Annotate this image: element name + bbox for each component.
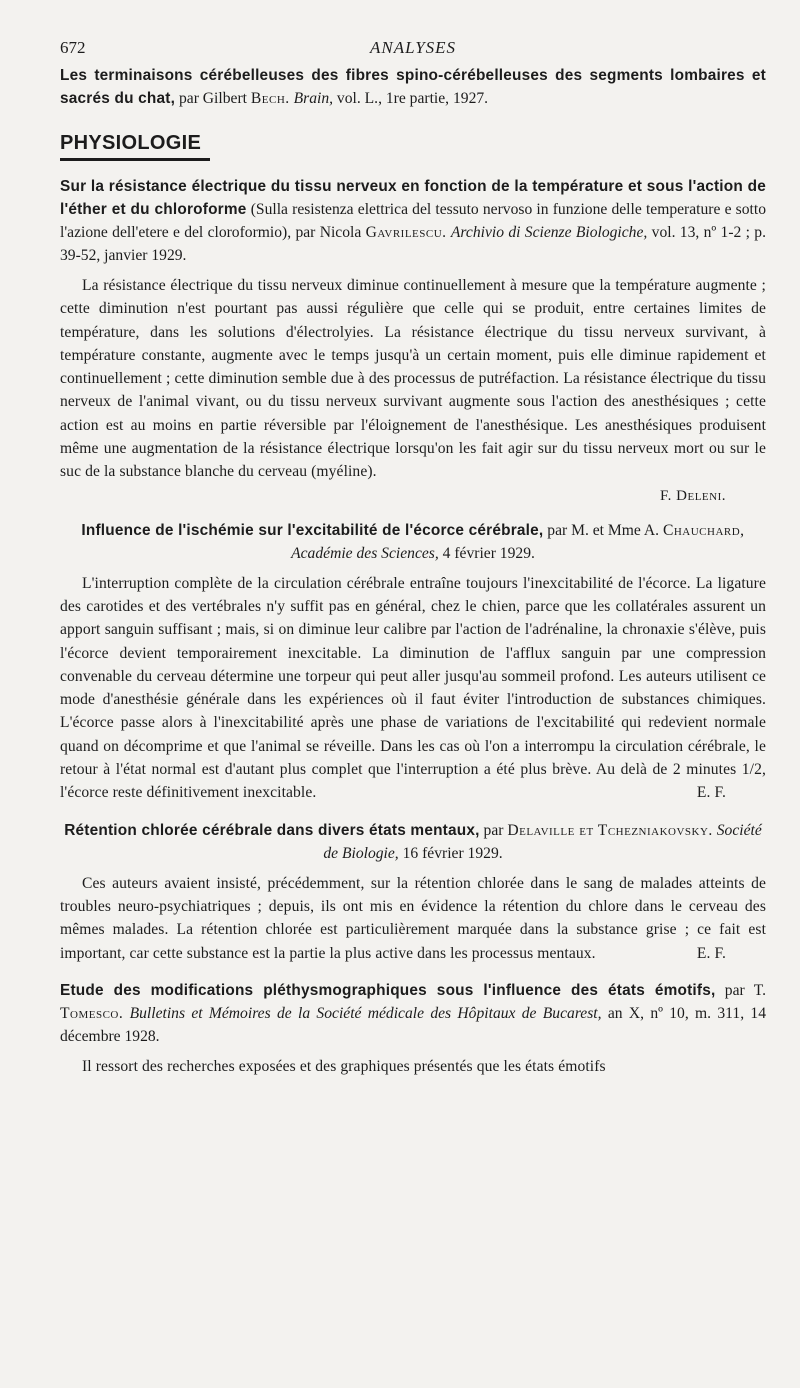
article-citation <box>60 175 766 267</box>
article-original-title: (Sulla resistenza elettrica del tessuto nervoso in funzione delle temperature e sotto l'azione dell'etere e del cloroformio), <box>60 201 766 241</box>
article-author: Tomesco. <box>60 1004 124 1022</box>
article-body-text: Ces auteurs avaient insisté, précédemment, sur la rétention chlorée dans le sang de malades atteints de troubles neuro-psychiatriques ; depuis, ils ont mis en évidence la rétention du chlore dans le cerveau des mêmes malades. La rétention chlorée est particulièrement marquée dans la substance grise ; ce fait est important, car cette substance est la partie la plus active dans les processus mentaux. <box>60 874 766 962</box>
section-rule <box>60 158 210 161</box>
running-title: ANALYSES <box>369 38 457 57</box>
article-journal: Société de Biologie, <box>323 821 762 862</box>
article-author: Gavrilescu. <box>365 224 447 241</box>
entry-by: par Gilbert <box>178 90 247 107</box>
running-header <box>60 38 766 64</box>
entry-details: vol. L., 1re partie, 1927. <box>336 90 489 107</box>
article-title: Influence de l'ischémie sur l'excitabilité de l'écorce cérébrale, <box>81 521 544 539</box>
page-number: 672 <box>60 38 86 57</box>
article-signature: F. Deleni. <box>660 487 726 504</box>
article-details: an X, nº 10, m. 311, 14 décembre 1928. <box>60 1004 766 1045</box>
article-by: par M. et Mme A. <box>547 521 660 539</box>
article-by: par Nicola <box>295 224 362 241</box>
article-author: Chauchard, <box>662 521 745 539</box>
entry-title: Les terminaisons cérébelleuses des fibres spino-cérébelleuses des segments lombaires et sacrés du chat, <box>60 67 766 107</box>
article-title: Etude des modifications pléthysmographiques sous l'influence des états émotifs, <box>60 981 716 999</box>
article-details: 16 février 1929. <box>402 844 503 862</box>
top-entry <box>60 64 766 110</box>
entry-journal: Brain, <box>293 90 334 107</box>
article-signature: E. F. <box>696 944 726 962</box>
article-details: 4 février 1929. <box>442 544 535 562</box>
article-title: Sur la résistance électrique du tissu nerveux en fonction de la température et sous l'action de l'éther et du chloroforme <box>60 178 766 218</box>
article-body-text: L'interruption complète de la circulation cérébrale entraîne toujours l'inexcitabilité de l'écorce. La ligature des carotides et des vertébrales n'y suffit pas en général, chez le chien, parce que les collatérales assurent un apport sanguin suffisant ; mais, si on diminue leur calibre par l'action de l'adrénaline, la chronaxie s'élève, puis l'écorce devient temporairement inexcitable. La diminution de l'afflux sanguin par une compression convenable du cerveau détermine une torpeur qui peut aller jusqu'au sommeil profond. Les auteurs utilisent ce mode d'anesthésie générale dans les expériences où il faut éviter l'introduction de substances chimiques. L'écorce passe alors à l'inexcitabilité après une phase de variations de l'excitabilité qui redevient normale quand on décomprime et que l'animal se réveille. Dans les cas où l'on a interrompu la circulation cérébrale, le retour à l'état normal est d'autant plus complet que l'interruption a été plus brève. Au delà de 2 minutes 1/2, l'écorce reste définitivement inexcitable. <box>60 574 766 802</box>
entry-author: Bech. <box>250 90 290 107</box>
section-heading <box>60 132 766 161</box>
journal-page <box>60 38 766 1078</box>
article-author: Delaville et Tchezniakovsky. <box>507 821 713 839</box>
article-by: par T. <box>724 981 767 999</box>
article-citation <box>60 519 766 565</box>
article-journal: Académie des Sciences, <box>291 544 439 562</box>
article-title: Rétention chlorée cérébrale dans divers états mentaux, <box>64 821 480 839</box>
section-title: PHYSIOLOGIE <box>60 132 202 154</box>
article-journal: Bulletins et Mémoires de la Société médicale des Hôpitaux de Bucarest, <box>129 1004 602 1022</box>
article-3 <box>60 819 766 965</box>
article-citation <box>60 819 766 865</box>
article-1 <box>60 175 766 505</box>
article-body: La résistance électrique du tissu nerveux diminue continuellement à mesure que la température augmente ; cette diminution n'est pourtant pas aussi régulière que celle qui se produit, entre certaines limites de température, dans les solutions d'électrolyies. La résistance électrique du tissu nerveux survivant, à température constante, augmente avec le temps jusqu'à un certain moment, puis elle diminue rapidement et continuellement ; cette diminution semble due à des processus de putréfaction. La résistance électrique du tissu nerveux de l'animal vivant, ou du tissu nerveux survivant augmente sous l'action des anesthésiques ; cette action est au moins en partie réversible par l'éloignement de l'anesthésique. Les anesthésiques produisent même une augmentation de la résistance électrique lorsqu'on les fait agir sur du tissu nerveux mort ou sur le suc de la substance blanche du cerveau (myéline). <box>60 277 766 481</box>
article-2 <box>60 519 766 805</box>
article-body <box>60 872 766 965</box>
article-4 <box>60 979 766 1078</box>
article-details: vol. 13, nº 1-2 ; p. 39-52, janvier 1929. <box>60 224 767 264</box>
article-journal: Archivio di Scienze Biologiche, <box>450 224 648 241</box>
article-citation <box>60 979 766 1048</box>
article-body <box>60 572 766 805</box>
article-body: Il ressort des recherches exposées et des graphiques présentés que les états émotifs <box>82 1057 606 1075</box>
article-signature: E. F. <box>696 784 726 802</box>
article-by: par <box>483 821 504 839</box>
